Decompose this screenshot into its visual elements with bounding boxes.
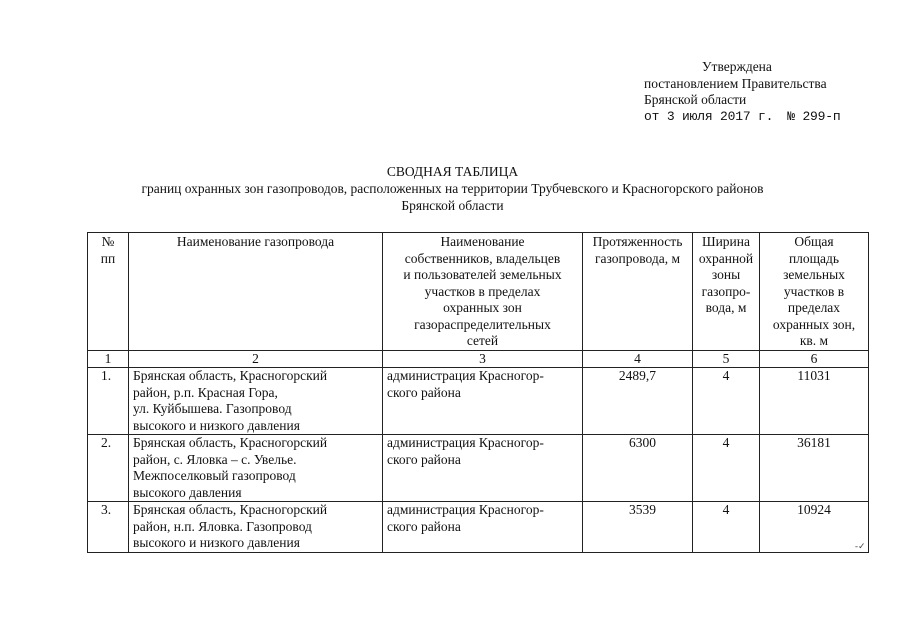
approval-number: 299-п (802, 108, 841, 124)
zone-width: 4 (693, 435, 760, 502)
text-line: район, р.п. Красная Гора, (133, 384, 278, 400)
summary-table (87, 232, 869, 553)
approval-line-2: постановлением Правительства (644, 75, 827, 91)
table-row (88, 435, 869, 502)
text-line: район, н.п. Яловка. Газопровод (133, 518, 312, 534)
approval-date: 3 июля 2017 г. (666, 108, 774, 124)
text-line: № (101, 234, 115, 249)
column-number: 5 (693, 350, 760, 368)
header-num (88, 233, 129, 351)
text-line: Ширина (701, 234, 751, 249)
title-subtitle-1: границ охранных зон газопроводов, расположенных на территории Трубчевского и Красногорского районов (141, 181, 764, 196)
row-num: 1. (88, 368, 129, 435)
text-line: пределах (787, 300, 841, 315)
header-length (583, 233, 693, 351)
text-line: земельных (783, 267, 845, 282)
text-line: высокого и низкого давления (133, 417, 300, 433)
text-line: ского района (387, 518, 461, 534)
column-number-row (88, 350, 869, 368)
approval-date-line (644, 109, 884, 126)
column-number: 6 (760, 350, 869, 368)
approval-stamp (644, 59, 884, 125)
text-line: сетей (466, 333, 499, 348)
text-line: Общая (794, 234, 834, 249)
text-line: администрация Красногор- (387, 368, 544, 383)
text-line: охранных зон (443, 300, 522, 315)
approval-line-3: Брянской области (644, 92, 747, 107)
zone-width: 4 (693, 502, 760, 553)
owner-name (383, 502, 583, 553)
text-line: охранных зон, (772, 316, 856, 332)
text-line: Протяженность (592, 234, 683, 249)
number-prefix: № (787, 108, 795, 124)
pipeline-name (129, 368, 383, 435)
text-line: район, с. Яловка – с. Увелье. (133, 451, 297, 467)
text-line: Брянская область, Красногорский (133, 502, 328, 517)
header-width (693, 233, 760, 351)
pipeline-name (129, 435, 383, 502)
text-line: зоны (711, 267, 741, 282)
row-num: 2. (88, 435, 129, 502)
table-row (88, 368, 869, 435)
text-line: газораспределительных (414, 316, 551, 332)
text-line: высокого и низкого давления (133, 535, 300, 550)
text-line: участков в пределах (424, 283, 541, 299)
text-line: Брянская область, Красногорский (133, 368, 328, 383)
text-line: вода, м (705, 300, 747, 315)
table-row (88, 502, 869, 553)
column-number: 4 (583, 350, 693, 368)
text-line: охранной (698, 250, 754, 266)
column-number: 2 (129, 350, 383, 368)
text-line: Брянская область, Красногорский (133, 435, 328, 450)
pipeline-length: 2489,7 (583, 368, 693, 435)
text-line: собственников, владельцев (404, 250, 561, 266)
owner-name (383, 368, 583, 435)
text-line: ул. Куйбышева. Газопровод (133, 401, 292, 416)
approval-line-1: Утверждена (702, 59, 772, 74)
text-line: ского района (387, 451, 461, 467)
zone-area: 11031 (760, 368, 869, 435)
column-number: 3 (383, 350, 583, 368)
header-pipeline (129, 233, 383, 351)
text-line: ского района (387, 384, 461, 400)
document-title (0, 163, 905, 214)
zone-area: 36181 (760, 435, 869, 502)
scan-mark: -✓ (855, 541, 866, 551)
title-main: СВОДНАЯ ТАБЛИЦА (386, 164, 519, 179)
text-line: Наименование (440, 234, 525, 249)
column-number: 1 (88, 350, 129, 368)
date-prefix: от (644, 108, 660, 124)
header-area (760, 233, 869, 351)
text-line: газопро- (701, 283, 751, 299)
pipeline-name (129, 502, 383, 553)
text-line: и пользователей земельных (403, 267, 562, 282)
title-subtitle-2: Брянской области (401, 198, 504, 213)
text-line: газопровода, м (594, 250, 681, 266)
text-line: администрация Красногор- (387, 502, 544, 517)
zone-width: 4 (693, 368, 760, 435)
zone-area: 10924 (760, 502, 869, 553)
text-line: кв. м (799, 333, 829, 348)
header-owners (383, 233, 583, 351)
text-line: площадь (788, 250, 840, 266)
text-line: участков в (783, 283, 845, 299)
text-line: высокого давления (133, 484, 242, 500)
text-line: Наименование газопровода (176, 234, 335, 249)
table-header-row (88, 233, 869, 351)
pipeline-length: 6300 (583, 435, 693, 502)
row-num: 3. (88, 502, 129, 553)
pipeline-length: 3539 (583, 502, 693, 553)
text-line: администрация Красногор- (387, 435, 544, 450)
owner-name (383, 435, 583, 502)
text-line: Межпоселковый газопровод (133, 468, 296, 483)
text-line: пп (100, 250, 116, 266)
